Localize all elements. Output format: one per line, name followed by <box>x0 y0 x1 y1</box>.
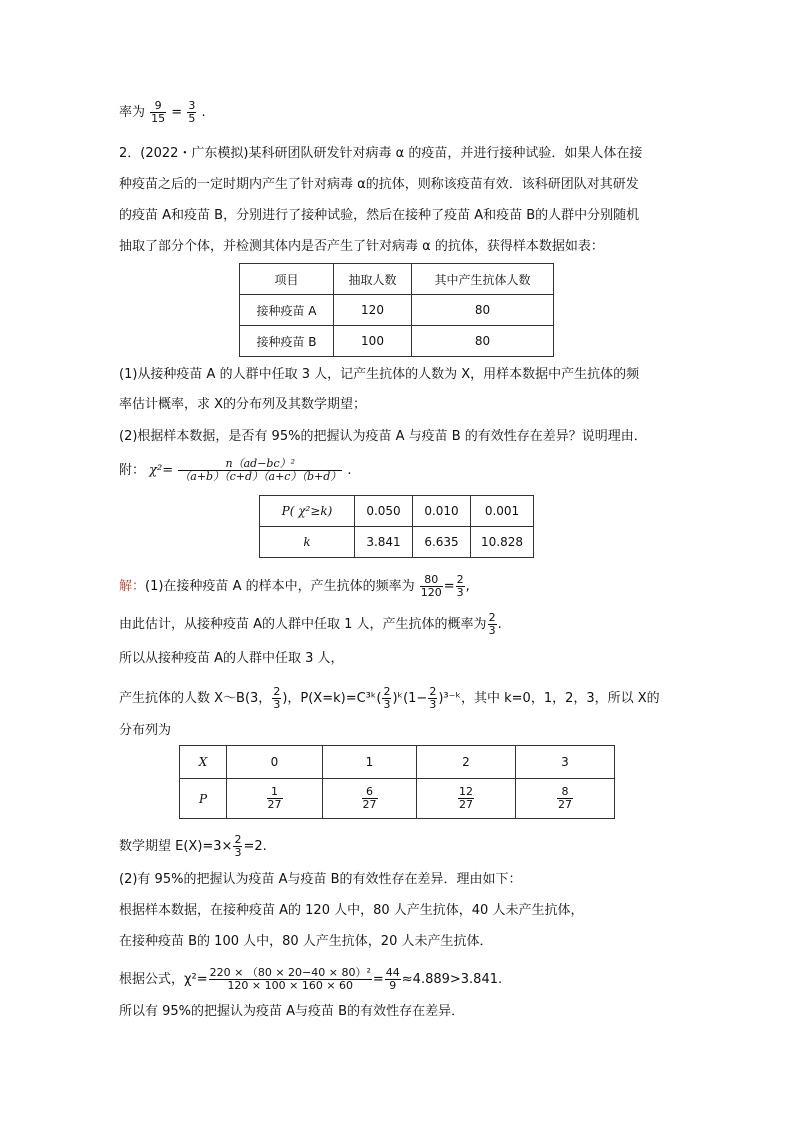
part2-line: (2)根据样本数据，是否有 95%的把握认为疫苗 A 与疫苗 B 的有效性存在差异？说明理由． <box>119 429 647 444</box>
table-cell: 0.001 <box>471 496 534 527</box>
chi-square-formula: 附： χ²= $\frac{\text{n（ad−bc）²}}{(a+b)(c+d)(a+c)(b+d)}$ . <box>119 457 352 483</box>
table-cell: X <box>180 746 227 779</box>
sample-table <box>239 263 554 357</box>
table-cell: 0.050 <box>355 496 413 527</box>
table-cell: 接种疫苗 A <box>240 295 334 326</box>
table-header: 项目 <box>240 264 334 295</box>
table-cell: 80 <box>412 326 554 357</box>
question-line: 抽取了部分个体，并检测其体内是否产生了针对病毒 α 的抗体，获得样本数据如表： <box>119 239 604 254</box>
table-cell: 10.828 <box>471 527 534 558</box>
table-cell: 0 <box>227 746 323 779</box>
table-header: 其中产生抗体人数 <box>412 264 554 295</box>
part2-solution-line: 在接种疫苗 B的 100 人中，80 人产生抗体，20 人未产生抗体． <box>119 934 493 949</box>
table-cell: 6.635 <box>413 527 471 558</box>
fraction: $\frac{2}{3}$ <box>429 685 437 711</box>
fraction: $\frac{80}{120}$ <box>420 573 442 599</box>
fraction: $\frac{44}{9}$ <box>385 966 400 992</box>
rate-text: 率为 <box>119 105 146 120</box>
table-cell: P <box>180 779 227 819</box>
table-cell: k <box>260 527 355 558</box>
fraction: $\frac{2}{3}$ <box>456 573 464 599</box>
table-cell: 3.841 <box>355 527 413 558</box>
solution-line: 由此估计，从接种疫苗 A的人群中任取 1 人，产生抗体的概率为 $\frac{2}{3}$ . <box>119 611 502 637</box>
distribution-table <box>179 745 615 819</box>
solution-line: 解：(1)在接种疫苗 A 的样本中，产生抗体的频率为 $\frac{80}{120}$ = $\frac{2}{3}$ , <box>119 573 470 599</box>
table-cell: 80 <box>412 295 554 326</box>
rate-line: 率为 $\frac{9}{15}$ = $\frac{3}{5}$ . <box>119 99 206 125</box>
fraction: $\frac{2}{3}$ <box>488 611 496 637</box>
fraction: $\frac{9}{15}$ <box>151 99 166 125</box>
part2-solution-line: (2)有 95%的把握认为疫苗 A与疫苗 B的有效性存在差异．理由如下： <box>119 872 522 887</box>
fraction: $\frac{6}{27}$ <box>362 785 377 811</box>
question-line: 种疫苗之后的一定时期内产生了针对病毒 α的抗体，则称该疫苗有效．该科研团队对其研发 <box>119 177 639 192</box>
table-cell: P( χ²≥k) <box>260 496 355 527</box>
chi-square-calculation: 根据公式，χ²= $\frac{\text{220 × （80 × 20−40 × 80）²}}{120 \times 100 \times 160 \times 60}$ = $\frac{44}{9}$ ≈4.889>3.841. <box>119 966 503 992</box>
solution-line: 所以从接种疫苗 A的人群中任取 3 人， <box>119 651 344 666</box>
table-cell: 1 <box>323 746 417 779</box>
fraction: $\frac{1}{27}$ <box>267 785 282 811</box>
fraction: $\frac{3}{5}$ <box>188 99 196 125</box>
table-cell <box>417 779 516 819</box>
table-cell: 接种疫苗 B <box>240 326 334 357</box>
solution-line: 分布列为 <box>119 723 172 738</box>
fraction: $\frac{2}{3}$ <box>383 685 391 711</box>
table-cell: 100 <box>334 326 412 357</box>
expectation-line: 数学期望 E(X)=3× $\frac{2}{3}$ =2. <box>119 833 267 859</box>
fraction: $\frac{2}{3}$ <box>273 685 281 711</box>
table-cell: 120 <box>334 295 412 326</box>
part1-line: (1)从接种疫苗 A 的人群中任取 3 人，记产生抗体的人数为 X，用样本数据中产生抗体的频 <box>119 367 640 382</box>
conclusion-line: 所以有 95%的把握认为疫苗 A与疫苗 B的有效性存在差异． <box>119 1004 465 1019</box>
fraction: $\frac{12}{27}$ <box>459 785 473 811</box>
question-line: 2．(2022・广东模拟)某科研团队研发针对病毒 α 的疫苗，并进行接种试验．如果人体在接 <box>119 146 643 161</box>
part2-solution-line: 根据样本数据，在接种疫苗 A的 120 人中，80 人产生抗体，40 人未产生抗体， <box>119 903 584 918</box>
formula-fraction: $\frac{\text{n（ad−bc）²}}{(a+b)(c+d)(a+c)(b+d)}$ <box>179 457 342 483</box>
part1-line: 率估计概率，求 X的分布列及其数学期望； <box>119 397 367 412</box>
question-line: 的疫苗 A和疫苗 B，分别进行了接种试验，然后在接种了疫苗 A和疫苗 B的人群中分别随机 <box>119 208 640 223</box>
fraction: $\frac{\text{220 × （80 × 20−40 × 80）²}}{120 \times 100 \times 160 \times 60}$ <box>209 966 371 992</box>
table-cell: 0.010 <box>413 496 471 527</box>
table-header: 抽取人数 <box>334 264 412 295</box>
table-cell <box>516 779 615 819</box>
table-cell: 3 <box>516 746 615 779</box>
table-cell: 2 <box>417 746 516 779</box>
solution-line: 产生抗体的人数 X～B(3， $\frac{2}{3}$ )，P(X=k)=C³ᵏ( $\frac{2}{3}$ )ᵏ(1− $\frac{2}{3}$ )³⁻ᵏ，其中 k=0，1，2，3，所以 X的 <box>119 685 660 711</box>
fraction: $\frac{8}{27}$ <box>558 785 572 811</box>
fraction: $\frac{2}{3}$ <box>234 833 242 859</box>
table-cell <box>227 779 323 819</box>
critical-value-table <box>259 495 534 558</box>
table-cell <box>323 779 417 819</box>
solution-label: 解： <box>119 579 146 594</box>
